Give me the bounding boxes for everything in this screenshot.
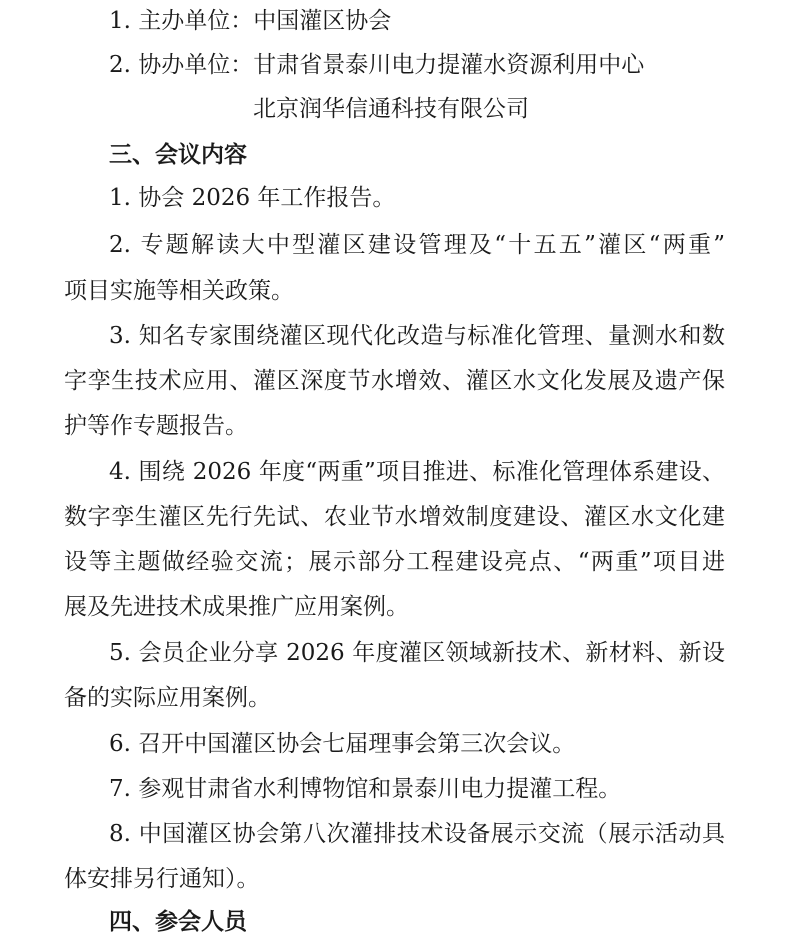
content-item-1: 1. 协会 2026 年工作报告。 <box>109 185 396 211</box>
section-heading-meeting-content: 三、会议内容 <box>109 142 247 168</box>
content-item-8-line-1: 8. 中国灌区协会第八次灌排技术设备展示交流（展示活动具 <box>109 821 725 847</box>
content-item-2-line-1: 2. 专题解读大中型灌区建设管理及“十五五”灌区“两重” <box>109 232 725 258</box>
content-item-5-line-1: 5. 会员企业分享 2026 年度灌区领域新技术、新材料、新设 <box>109 640 725 666</box>
content-item-4-line-2: 数字孪生灌区先行先试、农业节水增效制度建设、灌区水文化建 <box>64 504 725 530</box>
content-item-5-line-2: 备的实际应用案例。 <box>64 685 271 711</box>
content-item-4-line-3: 设等主题做经验交流；展示部分工程建设亮点、“两重”项目进 <box>64 549 725 575</box>
content-item-6: 6. 召开中国灌区协会七届理事会第三次会议。 <box>109 731 576 757</box>
host-organizer: 1. 主办单位：中国灌区协会 <box>109 8 392 34</box>
content-item-4-line-1: 4. 围绕 2026 年度“两重”项目推进、标准化管理体系建设、 <box>109 459 725 485</box>
content-item-8-line-2: 体安排另行通知）。 <box>64 866 260 892</box>
content-item-3-line-1: 3. 知名专家围绕灌区现代化改造与标准化管理、量测水和数 <box>109 323 725 349</box>
co-host-organizer: 2. 协办单位：甘肃省景泰川电力提灌水资源利用中心 <box>109 52 645 78</box>
content-item-3-line-2: 字孪生技术应用、灌区深度节水增效、灌区水文化发展及遗产保 <box>64 368 725 394</box>
content-item-2-line-2: 项目实施等相关政策。 <box>64 278 294 304</box>
content-item-4-line-4: 展及先进技术成果推广应用案例。 <box>64 594 409 620</box>
co-host-organizer-2: 北京润华信通科技有限公司 <box>253 96 529 122</box>
content-item-3-line-3: 护等作专题报告。 <box>64 413 248 439</box>
section-heading-attendees: 四、参会人员 <box>109 909 247 935</box>
content-item-7: 7. 参观甘肃省水利博物馆和景泰川电力提灌工程。 <box>109 776 622 802</box>
